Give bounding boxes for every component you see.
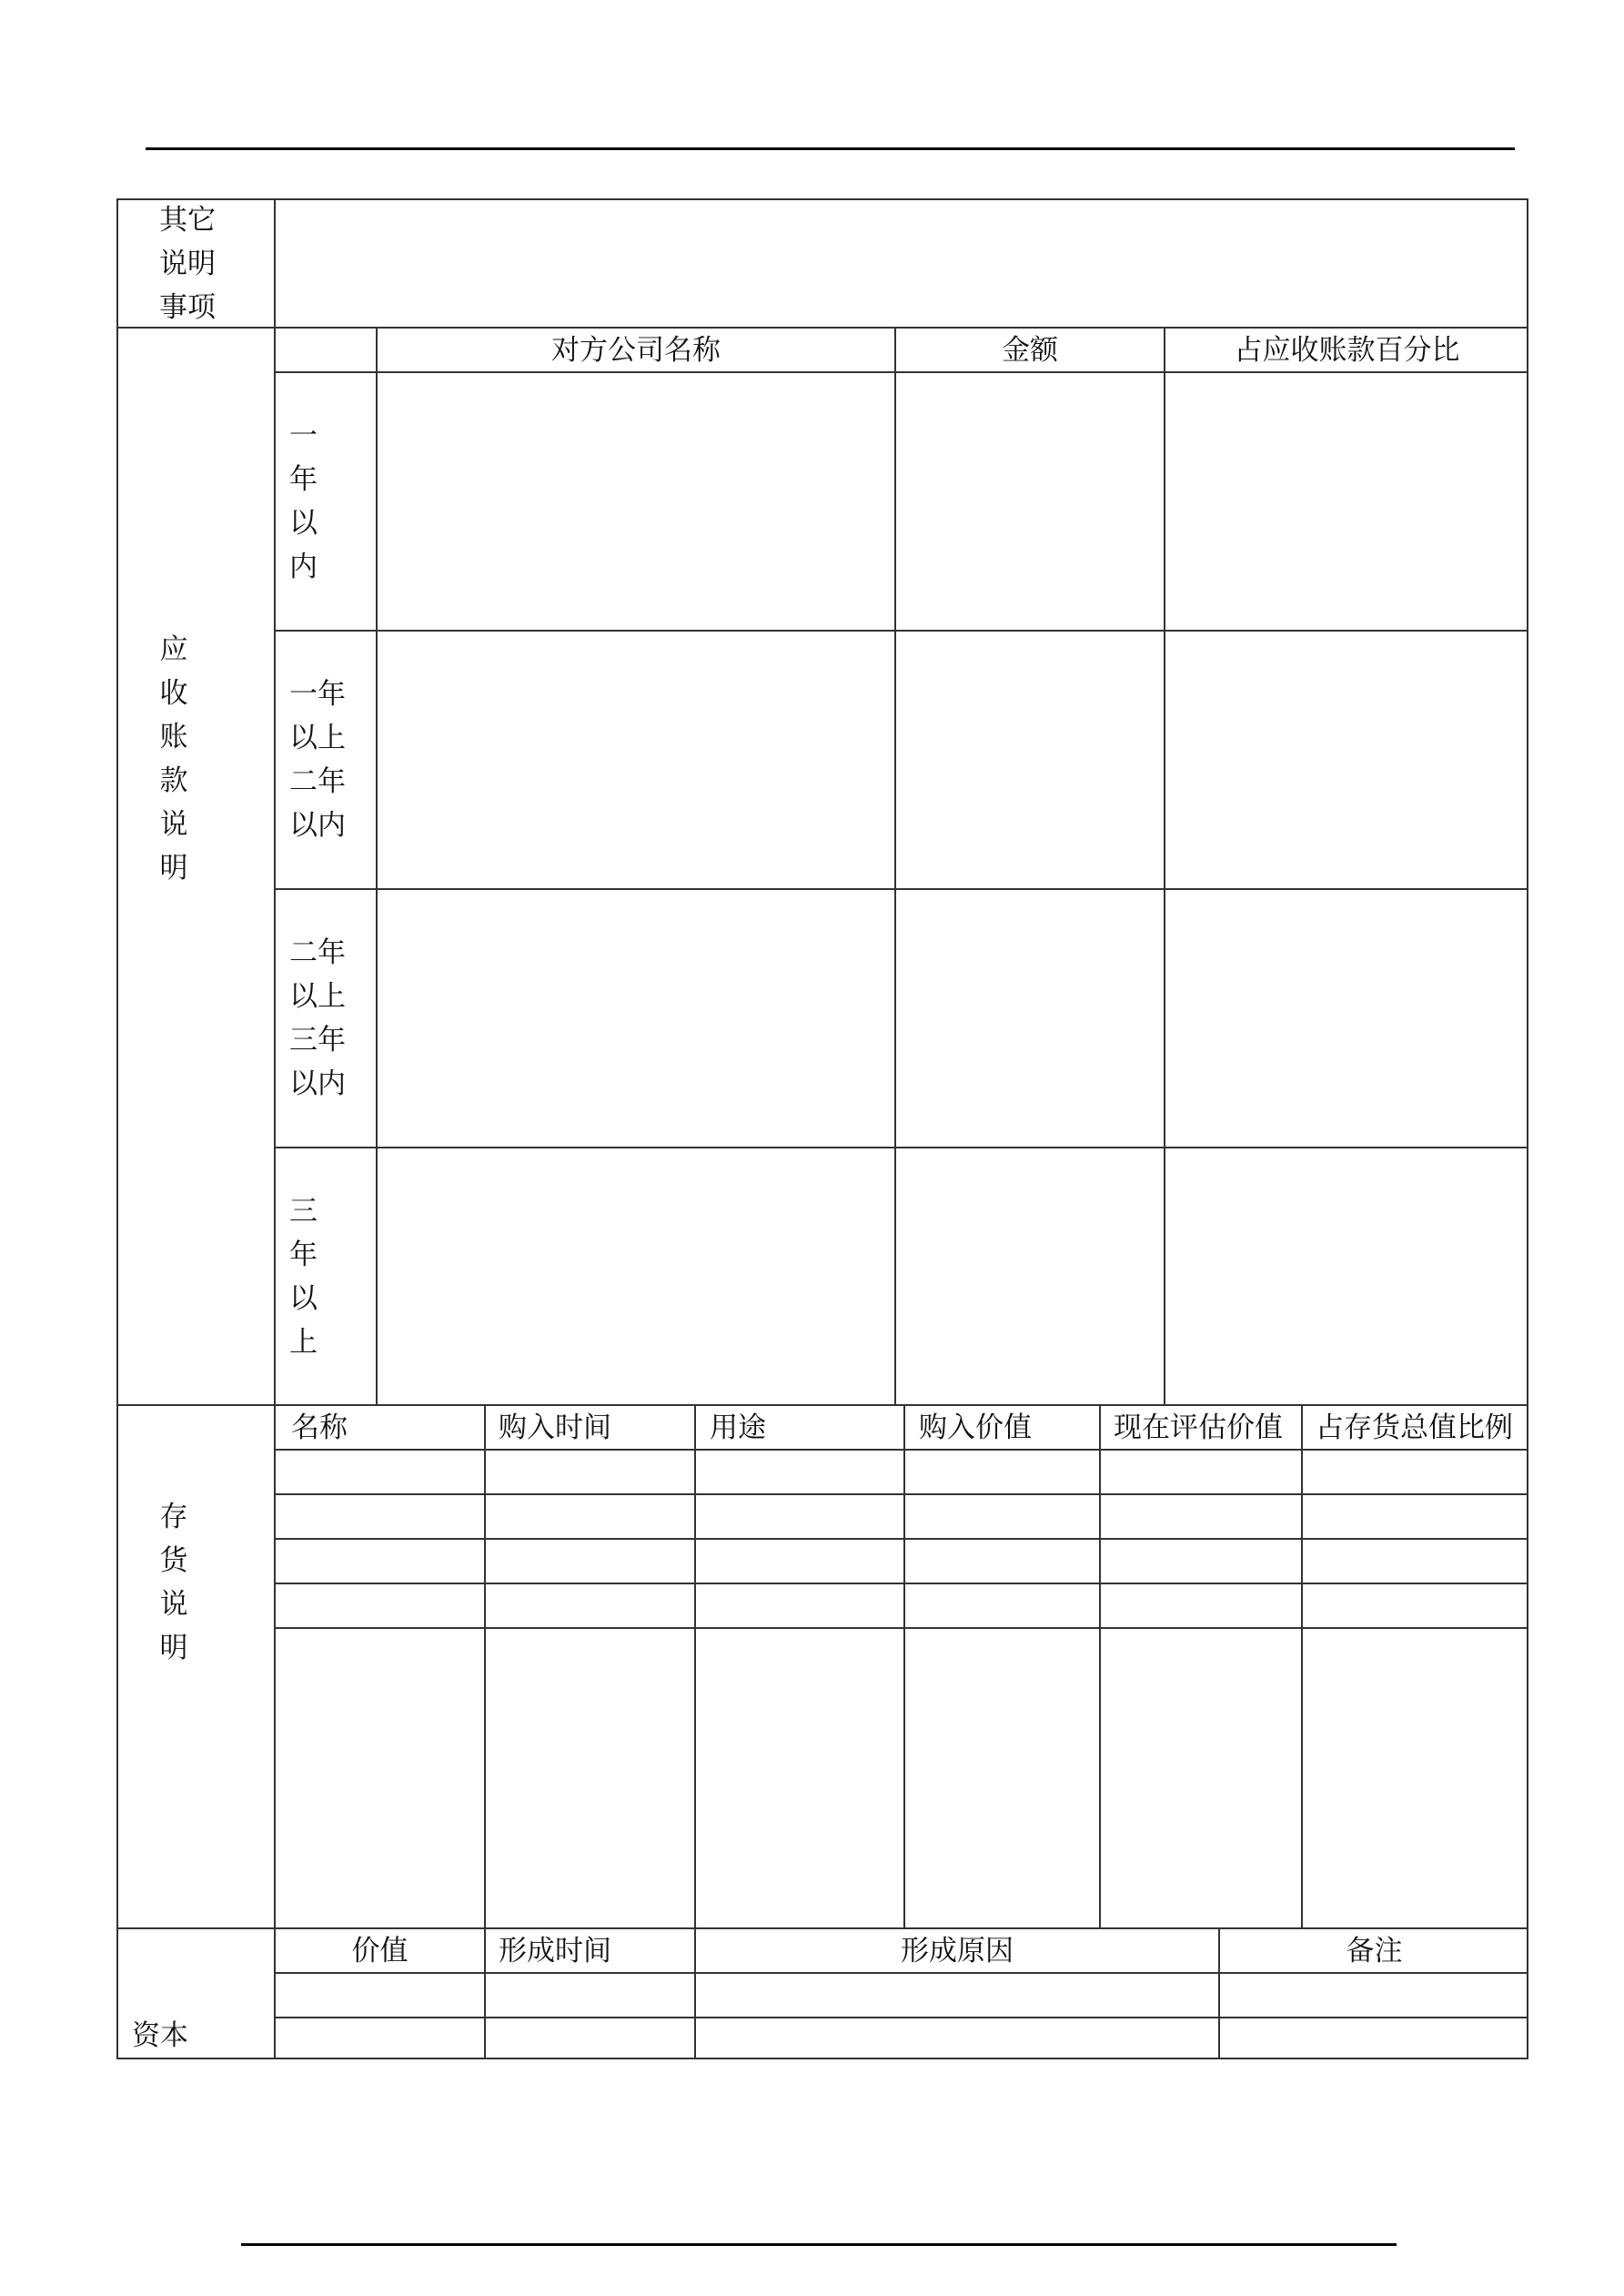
capital-header-formation-time: 形成时间 bbox=[499, 1935, 611, 1967]
capital-header-remarks: 备注 bbox=[1346, 1935, 1403, 1967]
period-label-line: 二年 bbox=[289, 765, 346, 798]
inventory-row[interactable] bbox=[276, 1540, 1527, 1582]
amount-cell[interactable] bbox=[896, 1148, 1162, 1403]
col-header-amount: 金额 bbox=[1002, 334, 1058, 367]
amount-cell[interactable] bbox=[896, 373, 1162, 628]
inventory-section-label: 存 货 说 明 bbox=[159, 1501, 188, 1664]
inv-header-purchase-value: 购入价值 bbox=[919, 1411, 1032, 1444]
period-label-line: 一年 bbox=[289, 678, 346, 711]
period-label-line: 三年 bbox=[289, 1024, 346, 1057]
inv-header-name: 名称 bbox=[291, 1411, 348, 1444]
other-notes-label-line: 事项 bbox=[159, 291, 216, 324]
period-label-line: 内 bbox=[289, 551, 318, 583]
capital-header-formation-reason: 形成原因 bbox=[901, 1935, 1014, 1967]
footer-rule bbox=[241, 2243, 1397, 2246]
company-name-cell[interactable] bbox=[378, 632, 893, 886]
period-label-line: 二年 bbox=[289, 936, 346, 969]
inventory-row[interactable] bbox=[276, 1495, 1527, 1537]
capital-row[interactable] bbox=[276, 2018, 1527, 2058]
period-label-line: 以上 bbox=[289, 980, 346, 1013]
amount-cell[interactable] bbox=[896, 890, 1162, 1145]
company-name-cell[interactable] bbox=[378, 890, 893, 1145]
period-label-line: 以内 bbox=[289, 809, 346, 842]
period-label-line: 年 bbox=[289, 463, 318, 496]
period-label-line: 年 bbox=[289, 1239, 318, 1271]
capital-header-value: 价值 bbox=[351, 1935, 409, 1967]
percentage-cell[interactable] bbox=[1165, 632, 1527, 886]
company-name-cell[interactable] bbox=[378, 373, 893, 628]
receivables-section-label: 应 收 账 款 说 明 bbox=[159, 633, 188, 885]
capital-section-label: 资本 bbox=[132, 2019, 188, 2052]
inv-header-purchase-time: 购入时间 bbox=[499, 1411, 611, 1444]
capital-row[interactable] bbox=[276, 1974, 1527, 2016]
period-label-line: 三 bbox=[289, 1195, 318, 1228]
col-header-company: 对方公司名称 bbox=[551, 334, 721, 367]
inv-header-current-value: 现在评估价值 bbox=[1114, 1411, 1283, 1444]
percentage-cell[interactable] bbox=[1165, 1148, 1527, 1403]
period-label-line: 上 bbox=[289, 1326, 318, 1359]
inv-header-ratio: 占存货总值比例 bbox=[1316, 1411, 1513, 1444]
other-notes-label-line: 说明 bbox=[159, 248, 216, 280]
period-label-line: 以上 bbox=[289, 722, 346, 754]
other-notes-label-line: 其它 bbox=[159, 204, 216, 237]
col-header-percentage: 占应收账款百分比 bbox=[1234, 334, 1460, 367]
percentage-cell[interactable] bbox=[1165, 373, 1527, 628]
inv-header-usage: 用途 bbox=[710, 1411, 766, 1444]
percentage-cell[interactable] bbox=[1165, 890, 1527, 1145]
period-label-line: 以内 bbox=[289, 1067, 346, 1100]
period-label-line: 以 bbox=[289, 507, 318, 540]
period-label-line: 一 bbox=[289, 420, 318, 452]
inventory-row[interactable] bbox=[276, 1451, 1527, 1492]
period-label-line: 以 bbox=[289, 1282, 318, 1315]
inventory-row[interactable] bbox=[276, 1584, 1527, 1626]
company-name-cell[interactable] bbox=[378, 1148, 893, 1403]
header-rule bbox=[146, 147, 1515, 150]
other-notes-field[interactable] bbox=[276, 200, 1527, 326]
amount-cell[interactable] bbox=[896, 632, 1162, 886]
inventory-row[interactable] bbox=[276, 1629, 1527, 1927]
